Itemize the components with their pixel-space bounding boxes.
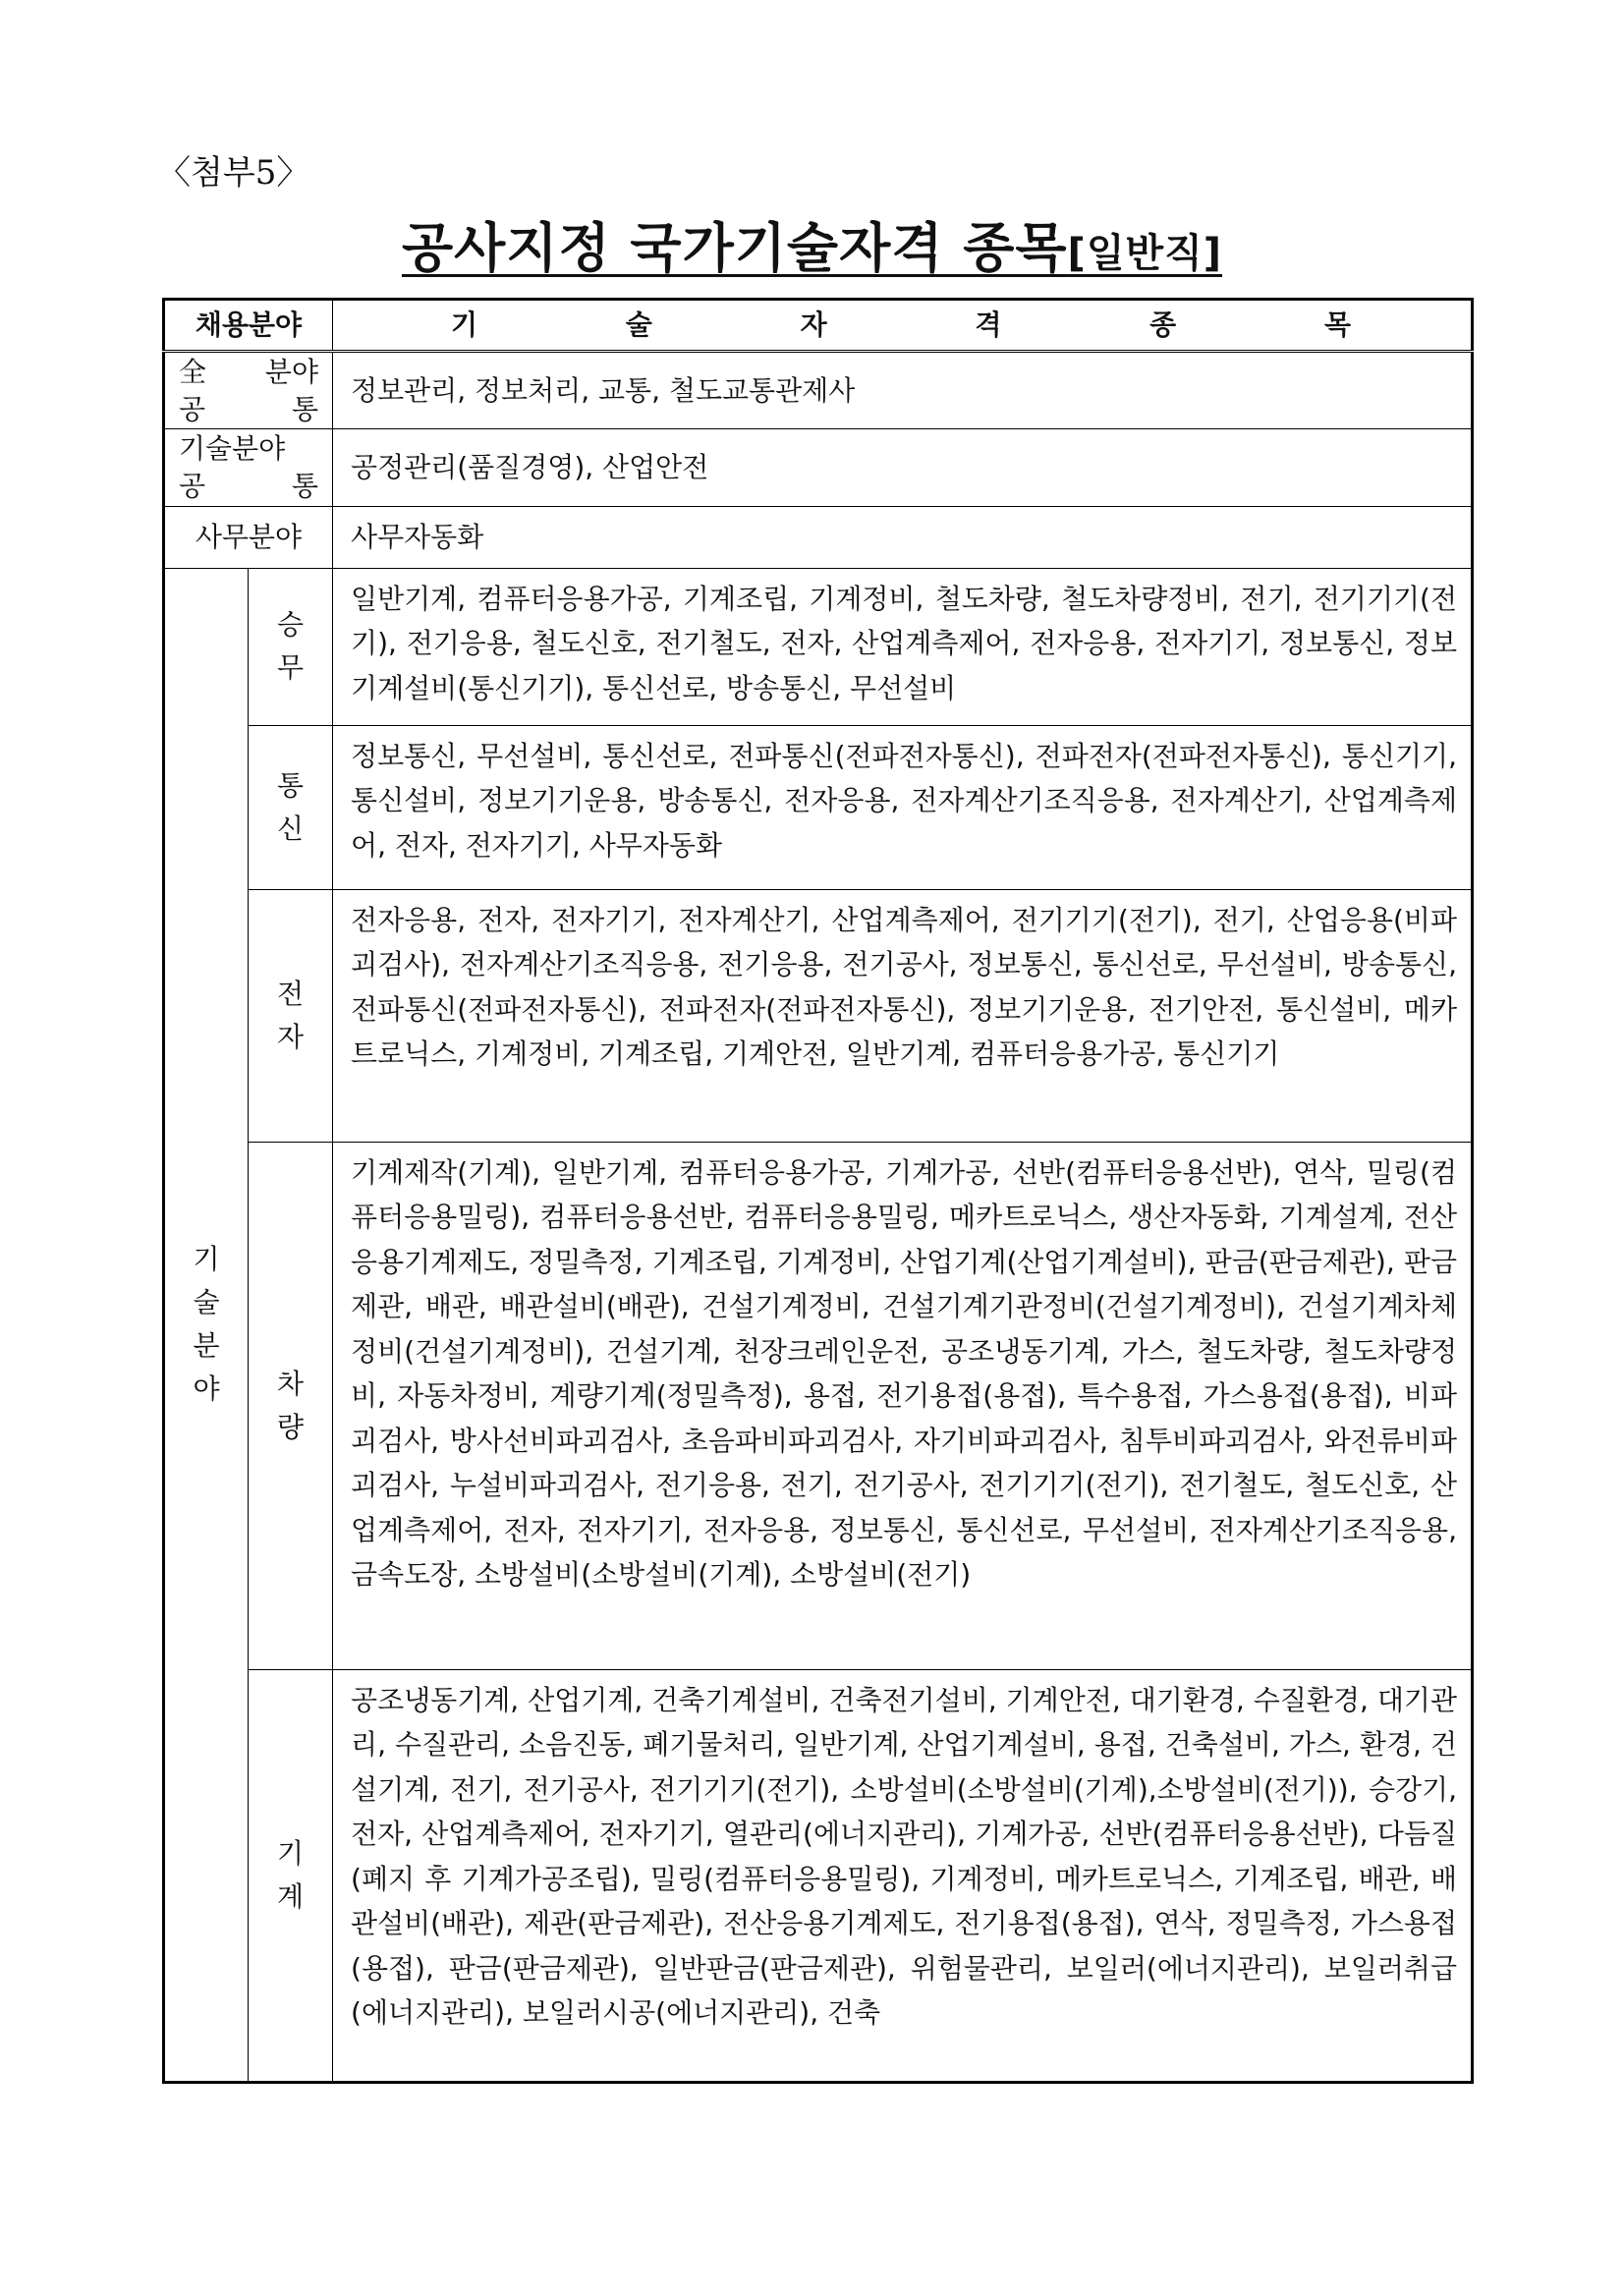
sub-label bbox=[249, 1142, 333, 1669]
sub-label bbox=[249, 725, 333, 889]
table-row bbox=[164, 889, 1473, 1142]
tech-group-char: 술 bbox=[193, 1286, 220, 1318]
header-cert: 기 술 자 격 종 목 bbox=[333, 300, 1473, 352]
row-content: 기계제작(기계), 일반기계, 컴퓨터응용가공, 기계가공, 선반(컴퓨터응용선반), 연삭, 밀링(컴퓨터응용밀링), 컴퓨터응용선반, 컴퓨터응용밀링, 메카트로닉스, 생산자동화, 기계설계, 전산응용기계제도, 정밀측정, 기계조립, 기계정비, 산업기계(산업기계설비), 판금(판금제관), 판금제관, 배관, 배관설비(배관), 건설기계정비, 건설기계기관정비(건설기계정비), 건설기계차체정비(건설기계정비), 건설기계, 천장크레인운전, 공조냉동기계, 가스, 철도차량, 철도차량정비, 자동차정비, 계량기계(정밀측정), 용접, 전기용접(용접), 특수용접, 가스용접(용접), 비파괴검사, 방사선비파괴검사, 초음파비파괴검사, 자기비파괴검사, 침투비파괴검사, 와전류비파괴검사, 누설비파괴검사, 전기응용, 전기, 전기공사, 전기기기(전기), 전기철도, 철도신호, 산업계측제어, 전자, 전자기기, 전자응용, 정보통신, 통신선로, 무선설비, 전자계산기조직응용, 금속도장, 소방설비(소방설비(기계), 소방설비(전기) bbox=[333, 1142, 1473, 1669]
attachment-label: 〈첨부5〉 bbox=[157, 153, 310, 193]
title-suffix: [일반직] bbox=[1067, 231, 1223, 276]
sub-char: 승 bbox=[276, 608, 305, 641]
sub-char: 량 bbox=[276, 1410, 305, 1443]
sub-label bbox=[249, 1669, 333, 2082]
row-label bbox=[164, 429, 333, 507]
sub-char: 무 bbox=[276, 651, 305, 684]
sub-char: 신 bbox=[276, 812, 305, 845]
table-row bbox=[164, 1669, 1473, 2082]
tech-group-char: 기 bbox=[193, 1243, 220, 1275]
sub-char: 계 bbox=[276, 1879, 305, 1913]
header-field: 채용분야 bbox=[164, 300, 333, 352]
tech-group-char: 야 bbox=[193, 1372, 220, 1405]
table-row bbox=[164, 1142, 1473, 1669]
sub-label bbox=[249, 889, 333, 1142]
row-content: 전자응용, 전자, 전자기기, 전자계산기, 산업계측제어, 전기기기(전기), 전기, 산업응용(비파괴검사), 전자계산기조직응용, 전기응용, 전기공사, 정보통신, 통신선로, 무선설비, 방송통신, 전파통신(전파전자통신), 전파전자(전파전자통신), 정보기기운용, 전기안전, 통신설비, 메카트로닉스, 기계정비, 기계조립, 기계안전, 일반기계, 컴퓨터응용가공, 통신기기 bbox=[333, 889, 1473, 1142]
row-content: 공정관리(품질경영), 산업안전 bbox=[333, 429, 1473, 507]
row-content: 정보통신, 무선설비, 통신선로, 전파통신(전파전자통신), 전파전자(전파전자통신), 통신기기, 통신설비, 정보기기운용, 방송통신, 전자응용, 전자계산기조직응용, 전자계산기, 산업계측제어, 전자, 전자기기, 사무자동화 bbox=[333, 725, 1473, 889]
sub-char: 자 bbox=[276, 1020, 305, 1053]
row-label-line2: 공 통 bbox=[179, 470, 319, 502]
sub-char: 전 bbox=[276, 977, 305, 1010]
row-label: 사무분야 bbox=[164, 507, 333, 569]
sub-label bbox=[249, 568, 333, 725]
sub-char: 기 bbox=[276, 1836, 305, 1870]
page-title bbox=[0, 206, 1624, 282]
table-row bbox=[164, 507, 1473, 569]
row-label-line2: 공 통 bbox=[179, 392, 319, 425]
row-content: 정보관리, 정보처리, 교통, 철도교통관제사 bbox=[333, 352, 1473, 429]
row-content: 일반기계, 컴퓨터응용가공, 기계조립, 기계정비, 철도차량, 철도차량정비, 전기, 전기기기(전기), 전기응용, 철도신호, 전기철도, 전자, 산업계측제어, 전자응용, 전자기기, 정보통신, 정보기계설비(통신기기), 통신선로, 방송통신, 무선설비 bbox=[333, 568, 1473, 725]
table-row bbox=[164, 352, 1473, 429]
row-label-line1: 全 분야 bbox=[179, 355, 319, 388]
row-label bbox=[164, 352, 333, 429]
row-content: 공조냉동기계, 산업기계, 건축기계설비, 건축전기설비, 기계안전, 대기환경, 수질환경, 대기관리, 수질관리, 소음진동, 폐기물처리, 일반기계, 산업기계설비, 용접, 건축설비, 가스, 환경, 건설기계, 전기, 전기공사, 전기기기(전기), 소방설비(소방설비(기계),소방설비(전기)), 승강기, 전자, 산업계측제어, 전자기기, 열관리(에너지관리), 기계가공, 선반(컴퓨터응용선반), 다듬질(폐지 후 기계가공조립), 밀링(컴퓨터응용밀링), 기계정비, 메카트로닉스, 기계조립, 배관, 배관설비(배관), 제관(판금제관), 전산응용기계제도, 전기용접(용접), 연삭, 정밀측정, 가스용접(용접), 판금(판금제관), 일반판금(판금제관), 위험물관리, 보일러(에너지관리), 보일러취급(에너지관리), 보일러시공(에너지관리), 건축 bbox=[333, 1669, 1473, 2082]
row-content: 사무자동화 bbox=[333, 507, 1473, 569]
tech-group-label bbox=[164, 568, 249, 2082]
title-main: 공사지정 국가기술자격 종목 bbox=[401, 217, 1068, 279]
row-label-line1: 기술분야 bbox=[179, 432, 286, 465]
sub-char: 차 bbox=[276, 1367, 305, 1400]
tech-group-char: 분 bbox=[193, 1329, 220, 1362]
table-header-row bbox=[164, 300, 1473, 352]
certification-table bbox=[162, 298, 1474, 2084]
table-row bbox=[164, 429, 1473, 507]
table-row bbox=[164, 725, 1473, 889]
sub-char: 통 bbox=[276, 768, 305, 802]
table-row bbox=[164, 568, 1473, 725]
